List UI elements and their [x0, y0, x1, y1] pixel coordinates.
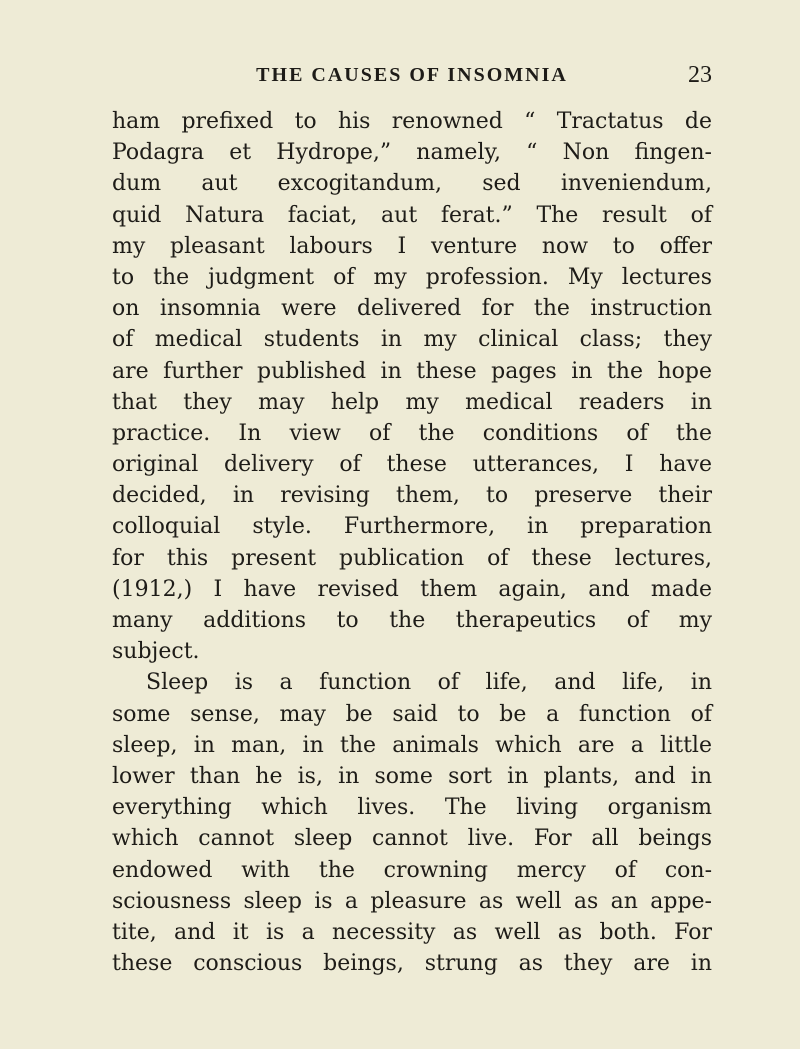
text-line: on insomnia were delivered for the instruction [112, 296, 712, 322]
text-line: everything which lives. The living organism [112, 795, 712, 821]
text-line: some sense, may be said to be a function of [112, 701, 712, 727]
text-line: many additions to the therapeutics of my [112, 608, 712, 633]
text-line: decided, in revising them, to preserve their [112, 483, 712, 509]
text-line: endowed with the crowning mercy of con- [112, 857, 712, 883]
text-line: to the judgment of my profession. My lectures [112, 264, 712, 290]
text-line: practice. In view of the conditions of the [112, 420, 712, 446]
text-line: for this present publication of these lectures, [112, 545, 712, 571]
text-line: tite, and it is a necessity as well as both. For [112, 919, 712, 945]
body-text [112, 106, 712, 979]
text-line: Podagra et Hydrope,” namely, “ Non fingen- [112, 140, 712, 166]
text-line: colloquial style. Furthermore, in preparation [112, 514, 712, 540]
running-head [112, 62, 712, 92]
text-line: Sleep is a function of life, and life, in [146, 670, 712, 696]
text-line: that they may help my medical readers in [112, 389, 712, 415]
text-line: of medical students in my clinical class; they [112, 327, 712, 353]
text-line: are further published in these pages in the hope [112, 358, 712, 384]
page-number: 23 [688, 62, 712, 88]
text-line: these conscious beings, strung as they are in [112, 951, 712, 977]
text-line: lower than he is, in some sort in plants, and in [112, 763, 712, 789]
text-line: sleep, in man, in the animals which are a little [112, 732, 712, 758]
text-line: (1912,) I have revised them again, and made [112, 576, 712, 602]
running-title: THE CAUSES OF INSOMNIA [256, 64, 568, 86]
text-line: quid Natura faciat, aut ferat.” The result of [112, 202, 712, 228]
text-line: my pleasant labours I venture now to offer [112, 233, 712, 259]
text-line: which cannot sleep cannot live. For all beings [112, 826, 712, 852]
text-line: original delivery of these utterances, I have [112, 452, 712, 478]
text-line: subject. [112, 639, 200, 665]
text-line: ham prefixed to his renowned “ Tractatus de [112, 109, 712, 134]
text-line: sciousness sleep is a pleasure as well as an appe- [112, 888, 712, 914]
text-line: dum aut excogitandum, sed inveniendum, [112, 171, 712, 197]
